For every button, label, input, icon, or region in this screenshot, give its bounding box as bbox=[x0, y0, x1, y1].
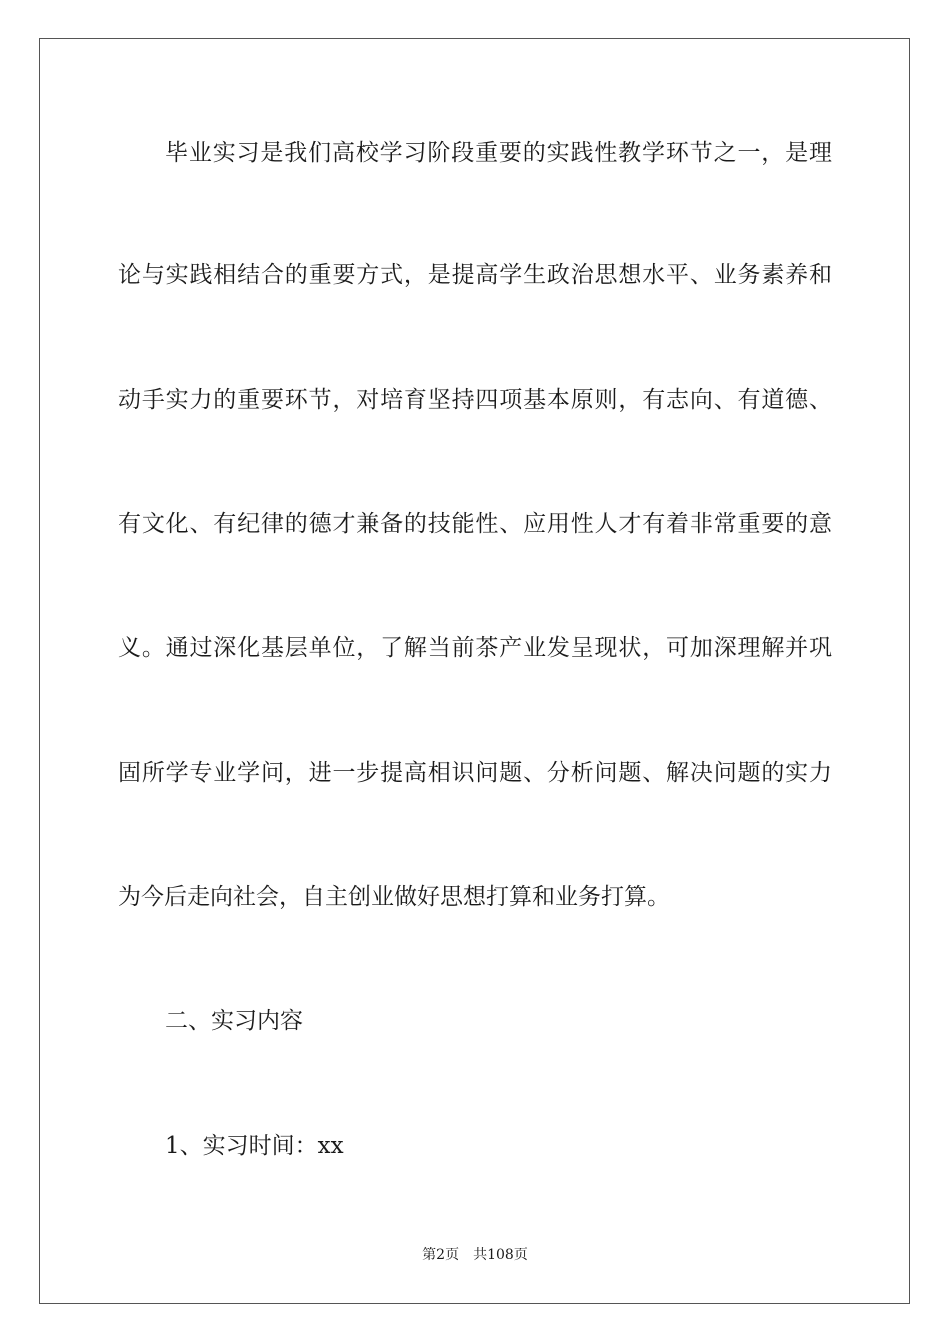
paragraph-line-1: 毕业实习是我们高校学习阶段重要的实践性教学环节之一，是理 bbox=[165, 140, 832, 166]
paragraph-line-7: 为今后走向社会，自主创业做好思想打算和业务打算。 bbox=[118, 884, 670, 910]
section-heading: 二、实习内容 bbox=[165, 1008, 303, 1034]
paragraph-line-5: 义。通过深化基层单位，了解当前茶产业发呈现状，可加深理解并巩 bbox=[118, 635, 832, 661]
paragraph-line-4: 有文化、有纪律的德才兼备的技能性、应用性人才有着非常重要的意 bbox=[118, 511, 832, 537]
paragraph-line-2: 论与实践相结合的重要方式，是提高学生政治思想水平、业务素养和 bbox=[118, 262, 832, 288]
list-item-time: 1、实习时间：xx bbox=[165, 1133, 344, 1159]
page-total: 共108页 bbox=[473, 1247, 528, 1263]
page-footer bbox=[0, 1245, 950, 1265]
paragraph-line-3: 动手实力的重要环节，对培育坚持四项基本原则，有志向、有道德、 bbox=[118, 387, 832, 413]
page-frame bbox=[39, 38, 910, 1304]
paragraph-line-6: 固所学专业学问，进一步提高相识问题、分析问题、解决问题的实力 bbox=[118, 760, 832, 786]
page-number: 第2页 bbox=[422, 1247, 460, 1263]
